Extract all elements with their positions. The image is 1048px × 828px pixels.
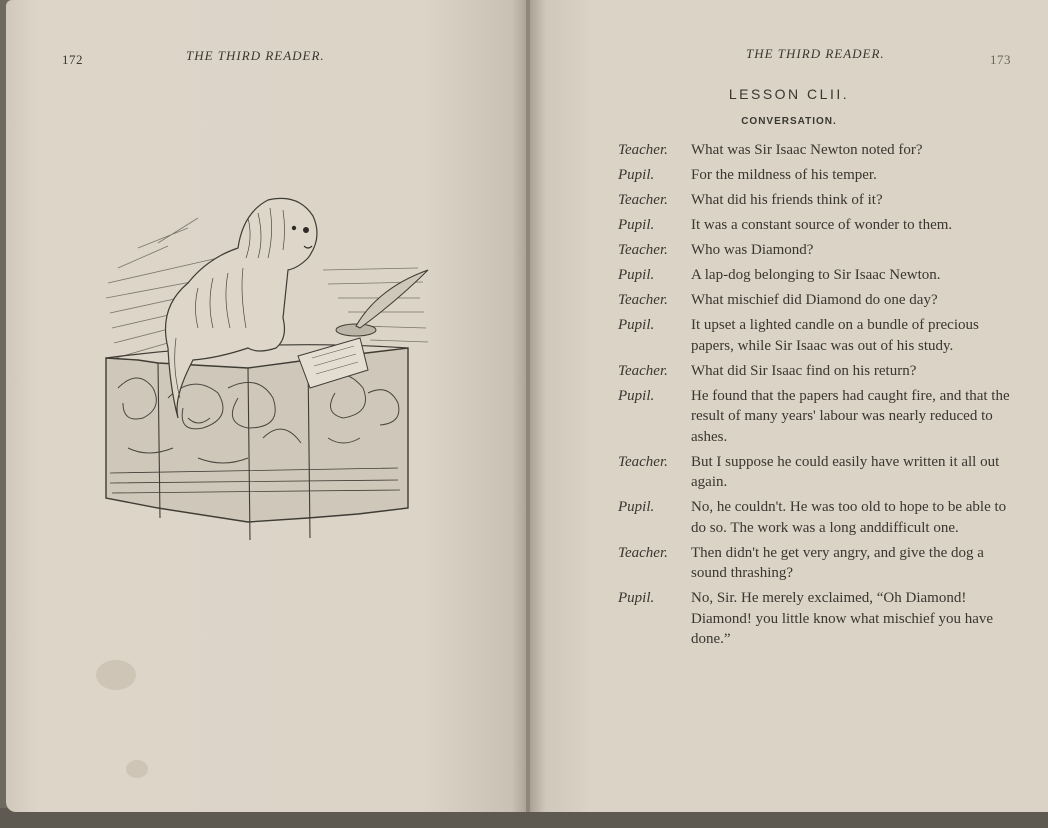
dialogue-line bbox=[618, 543, 1018, 584]
speech-text: For the mildness of his temper. bbox=[691, 167, 877, 183]
dialogue-line bbox=[618, 361, 1018, 382]
speaker-label: Teacher. bbox=[618, 242, 668, 258]
speech-text: What mischief did Diamond do one day? bbox=[691, 292, 938, 308]
speaker-label: Pupil. bbox=[618, 499, 655, 515]
right-running-head: THE THIRD READER. bbox=[746, 46, 885, 61]
dialogue-line bbox=[618, 165, 1018, 186]
speech-text: No, he couldn't. He was too old to hope to be able to do so. The work was a long anddifficult one. bbox=[691, 499, 1007, 536]
dialogue-line bbox=[618, 215, 1018, 236]
page-stain bbox=[126, 760, 148, 778]
dialogue-line bbox=[618, 315, 1018, 356]
speech-text: What did his friends think of it? bbox=[691, 192, 883, 208]
speaker-label: Teacher. bbox=[618, 453, 668, 470]
right-page bbox=[530, 0, 1048, 812]
speech-text: It upset a lighted candle on a bundle of precious papers, while Sir Isaac was out of his study. bbox=[691, 317, 979, 354]
speaker-label: Pupil. bbox=[618, 167, 655, 183]
dialogue-line bbox=[618, 240, 1018, 261]
speech-text: It was a constant source of wonder to them. bbox=[691, 217, 953, 233]
speaker-label: Pupil. bbox=[618, 317, 655, 333]
dialogue-line bbox=[618, 452, 1018, 493]
dialogue-line bbox=[618, 386, 1018, 448]
dialogue-line bbox=[618, 265, 1018, 286]
speaker-label: Teacher. bbox=[618, 292, 668, 308]
dialogue bbox=[618, 140, 1018, 654]
speaker-label: Teacher. bbox=[618, 544, 668, 561]
dialogue-line bbox=[618, 588, 1018, 650]
speaker-label: Pupil. bbox=[618, 217, 655, 233]
left-page bbox=[6, 0, 528, 812]
speech-text: No, Sir. He merely exclaimed, “Oh Diamond! Diamond! you little know what mischief you have done.” bbox=[691, 590, 994, 647]
right-page-number: 173 bbox=[990, 52, 1011, 67]
dialogue-line bbox=[618, 140, 1018, 161]
page-stain bbox=[96, 660, 136, 690]
dialogue-line bbox=[618, 190, 1018, 211]
speaker-label: Pupil. bbox=[618, 387, 655, 404]
speech-text: A lap-dog belonging to Sir Isaac Newton. bbox=[691, 267, 941, 283]
lesson-subtitle: CONVERSATION. bbox=[741, 116, 837, 127]
speaker-label: Teacher. bbox=[618, 142, 668, 158]
speech-text: What was Sir Isaac Newton noted for? bbox=[691, 142, 923, 158]
speech-text: Then didn't he get very angry, and give the dog a sound thrashing? bbox=[691, 544, 984, 581]
speech-text: But I suppose he could easily have written it all out again. bbox=[691, 453, 1000, 490]
left-page-number: 172 bbox=[62, 52, 83, 67]
left-running-head: THE THIRD READER. bbox=[186, 48, 325, 63]
lesson-title: LESSON CLII. bbox=[728, 86, 850, 102]
speaker-label: Teacher. bbox=[618, 362, 668, 379]
speaker-label: Pupil. bbox=[618, 590, 655, 606]
speaker-label: Pupil. bbox=[618, 267, 655, 283]
speaker-label: Teacher. bbox=[618, 192, 668, 208]
dialogue-line bbox=[618, 497, 1018, 538]
dialogue-line bbox=[618, 290, 1018, 311]
speech-text: What did Sir Isaac find on his return? bbox=[691, 362, 917, 379]
dog-on-desk-illustration bbox=[98, 188, 438, 550]
speech-text: Who was Diamond? bbox=[691, 242, 814, 258]
speech-text: He found that the papers had caught fire, and that the result of many years' labour was nearly reduced to ashes. bbox=[691, 387, 1010, 445]
